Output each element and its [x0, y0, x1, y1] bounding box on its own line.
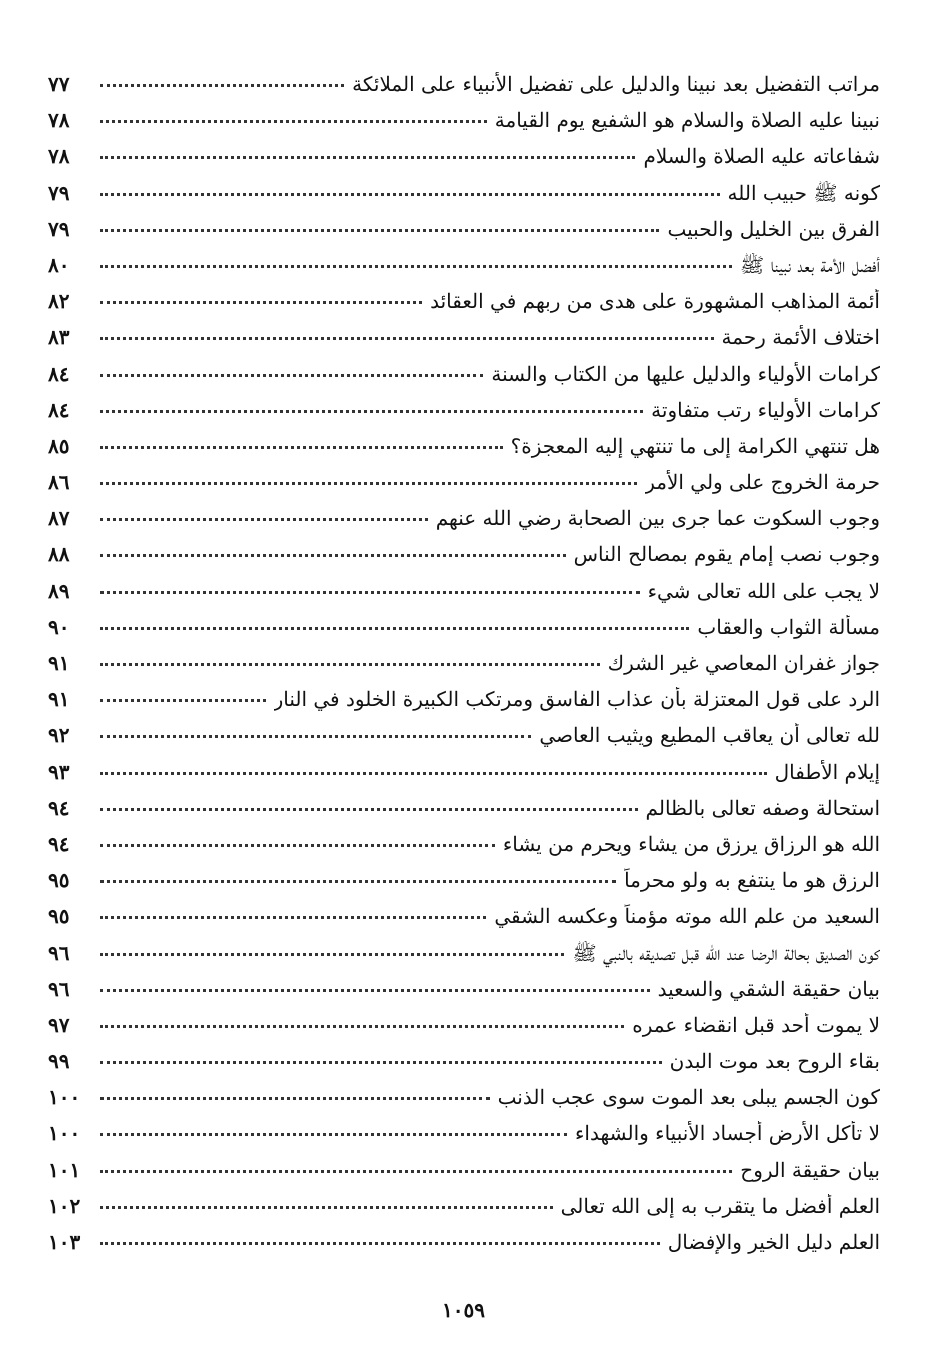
toc-entry-page-number: ٧٩ — [48, 180, 70, 205]
toc-entry — [48, 398, 880, 434]
toc-entry-title: إيلام الأطفال — [774, 759, 880, 784]
toc-entry — [48, 796, 880, 832]
toc-entry — [48, 651, 880, 687]
toc-entry-title: العلم أفضل ما يتقرب به إلى الله تعالى — [560, 1193, 880, 1218]
toc-entry-page-number: ٨٠ — [48, 252, 70, 277]
toc-entry-page-number: ٩٦ — [48, 976, 70, 1001]
dot-leader — [100, 301, 422, 304]
toc-entry-title: استحالة وصفه تعالى بالظالم — [645, 795, 880, 820]
toc-entry — [48, 615, 880, 651]
toc-entry-page-number: ٩٥ — [48, 868, 70, 893]
toc-entry-page-number: ٩١ — [48, 687, 70, 712]
toc-entry — [48, 1230, 880, 1266]
toc-entry-page-number: ٨٣ — [48, 325, 70, 350]
toc-entry-title: وجوب نصب إمام يقوم بمصالح الناس — [573, 542, 880, 567]
toc-entry — [48, 253, 880, 289]
toc-entry-title: مراتب التفضيل بعد نبينا والدليل على تفضيل الأنبياء على الملائكة — [352, 72, 880, 96]
toc-entry-title: السعيد من علم الله موته مؤمناً وعكسه الشقي — [494, 904, 880, 929]
toc-entry-title: أئمة المذاهب المشهورة على هدى من ربهم في العقائد — [430, 289, 880, 314]
dot-leader — [100, 1061, 662, 1064]
toc-entry-page-number: ٨٦ — [48, 470, 70, 495]
toc-entry-page-number: ٩٠ — [48, 614, 70, 639]
toc-entry-title: أفضل الأمة بعد نبينا ﷺ — [740, 252, 880, 277]
toc-entry-title: لا تأكل الأرض أجساد الأنبياء والشهداء — [574, 1121, 880, 1146]
dot-leader — [100, 880, 616, 883]
dot-leader — [100, 772, 767, 775]
toc-entry-page-number: ٩٣ — [48, 759, 70, 784]
toc-entry-title: العلم دليل الخير والإفضال — [667, 1230, 880, 1254]
toc-entry — [48, 904, 880, 940]
dot-leader — [100, 1133, 567, 1136]
toc-entry-page-number: ٩٤ — [48, 831, 70, 856]
dot-leader — [100, 337, 714, 340]
dot-leader — [100, 374, 483, 377]
toc-entry — [48, 144, 880, 180]
toc-entry-page-number: ٩٩ — [48, 1049, 70, 1074]
page-number-footer: ١٠٥٩ — [442, 1298, 485, 1322]
toc-entry-page-number: ٩٧ — [48, 1012, 70, 1037]
toc-entry-title: بيان حقيقة الشقي والسعيد — [657, 976, 880, 1001]
dot-leader — [100, 265, 732, 268]
toc-entry-title: كرامات الأولياء رتب متفاوتة — [651, 397, 880, 422]
toc-entry-page-number: ٩٢ — [48, 723, 70, 748]
toc-entry — [48, 1158, 880, 1194]
toc-entry — [48, 1194, 880, 1230]
toc-entry — [48, 434, 880, 470]
toc-entry-title: الرزق هو ما ينتفع به ولو محرماً — [624, 868, 880, 893]
dot-leader — [100, 554, 566, 557]
dot-leader — [100, 699, 266, 702]
toc-entry — [48, 579, 880, 615]
dot-leader — [100, 1025, 624, 1028]
toc-entry-page-number: ٨٧ — [48, 506, 70, 531]
toc-entry — [48, 289, 880, 325]
toc-entry-title: كرامات الأولياء والدليل عليها من الكتاب والسنة — [491, 361, 880, 386]
dot-leader — [100, 193, 720, 196]
toc-entry — [48, 181, 880, 217]
toc-entry-page-number: ٩٥ — [48, 904, 70, 929]
toc-entry-title: لا يموت أحد قبل انقضاء عمره — [632, 1012, 880, 1037]
toc-entry — [48, 1013, 880, 1049]
toc-entry-title: كونه ﷺ حبيب الله — [727, 180, 880, 205]
dot-leader — [100, 591, 640, 594]
toc-entry — [48, 1049, 880, 1085]
toc-entry — [48, 470, 880, 506]
dot-leader — [100, 663, 600, 666]
dot-leader — [100, 953, 564, 956]
dot-leader — [100, 1097, 490, 1100]
toc-entry-title: كون الصديق بحالة الرضا عند الله قبل تصديقه بالنبي ﷺ — [572, 940, 880, 965]
toc-entry — [48, 72, 880, 108]
toc-entry-page-number: ٩١ — [48, 651, 70, 675]
toc-entry — [48, 868, 880, 904]
toc-entry-page-number: ٩٦ — [48, 940, 70, 965]
toc-entry-page-number: ٨٢ — [48, 289, 70, 314]
toc-entry-page-number: ١٠٢ — [48, 1193, 81, 1218]
toc-entry-title: مسألة الثواب والعقاب — [697, 614, 880, 639]
toc-entry-title: لا يجب على الله تعالى شيء — [647, 578, 880, 603]
toc-entry-page-number: ٨٥ — [48, 433, 70, 458]
dot-leader — [100, 410, 643, 413]
toc-entry-page-number: ٨٤ — [48, 361, 70, 386]
dot-leader — [100, 482, 637, 485]
toc-entry — [48, 977, 880, 1013]
dot-leader — [100, 989, 650, 992]
toc-entry-title: جواز غفران المعاصي غير الشرك — [607, 651, 880, 675]
toc-entry — [48, 217, 880, 253]
toc-entry-page-number: ١٠٠ — [48, 1085, 81, 1110]
dot-leader — [100, 735, 531, 738]
toc-entry-page-number: ١٠١ — [48, 1157, 81, 1182]
toc-entry-title: وجوب السكوت عما جرى بين الصحابة رضي الله عنهم — [435, 506, 880, 531]
toc-entry-page-number: ٧٧ — [48, 72, 70, 96]
toc-entry — [48, 325, 880, 361]
toc-entry — [48, 506, 880, 542]
dot-leader — [100, 1206, 553, 1209]
toc-entry-title: حرمة الخروج على ولي الأمر — [645, 470, 880, 495]
toc-entry — [48, 760, 880, 796]
toc-entry — [48, 362, 880, 398]
toc-entry-page-number: ٨٨ — [48, 542, 70, 567]
dot-leader — [100, 808, 638, 811]
toc-entry-page-number: ٧٨ — [48, 108, 70, 133]
toc-entry — [48, 723, 880, 759]
toc-entry-page-number: ٨٤ — [48, 397, 70, 422]
toc-entry-page-number: ٩٤ — [48, 795, 70, 820]
toc-entry-title: شفاعاته عليه الصلاة والسلام — [643, 144, 880, 169]
toc-entry-title: الرد على قول المعتزلة بأن عذاب الفاسق ومرتكب الكبيرة الخلود في النار — [273, 687, 880, 712]
dot-leader — [100, 627, 689, 630]
toc-entry-page-number: ٨٩ — [48, 578, 70, 603]
table-of-contents — [48, 72, 880, 1266]
toc-entry-title: الفرق بين الخليل والحبيب — [667, 216, 880, 241]
dot-leader — [100, 1242, 660, 1245]
dot-leader — [100, 518, 428, 521]
dot-leader — [100, 229, 659, 232]
toc-entry-page-number: ١٠٠ — [48, 1121, 81, 1146]
toc-entry-title: اختلاف الأئمة رحمة — [721, 325, 880, 350]
toc-entry — [48, 941, 880, 977]
dot-leader — [100, 120, 487, 123]
dot-leader — [100, 1170, 732, 1173]
toc-entry-title: لله تعالى أن يعاقب المطيع ويثيب العاصي — [539, 723, 880, 748]
toc-entry-title: بقاء الروح بعد موت البدن — [669, 1049, 880, 1074]
toc-entry-page-number: ٧٩ — [48, 216, 70, 241]
dot-leader — [100, 844, 495, 847]
toc-entry — [48, 1085, 880, 1121]
toc-entry — [48, 542, 880, 578]
toc-entry-page-number: ١٠٣ — [48, 1230, 81, 1254]
dot-leader — [100, 916, 486, 919]
toc-entry-page-number: ٧٨ — [48, 144, 70, 169]
toc-entry-title: الله هو الرزاق يرزق من يشاء ويحرم من يشاء — [502, 831, 880, 856]
toc-entry-title: نبينا عليه الصلاة والسلام هو الشفيع يوم القيامة — [494, 108, 880, 133]
toc-entry — [48, 1121, 880, 1157]
dot-leader — [100, 84, 344, 87]
toc-entry-title: بيان حقيقة الروح — [740, 1157, 880, 1182]
toc-entry — [48, 108, 880, 144]
toc-entry — [48, 832, 880, 868]
dot-leader — [100, 446, 503, 449]
dot-leader — [100, 156, 635, 159]
toc-entry-title: هل تنتهي الكرامة إلى ما تنتهي إليه المعجزة؟ — [510, 433, 880, 458]
toc-entry — [48, 687, 880, 723]
toc-entry-title: كون الجسم يبلى بعد الموت سوى عجب الذنب — [497, 1085, 880, 1110]
